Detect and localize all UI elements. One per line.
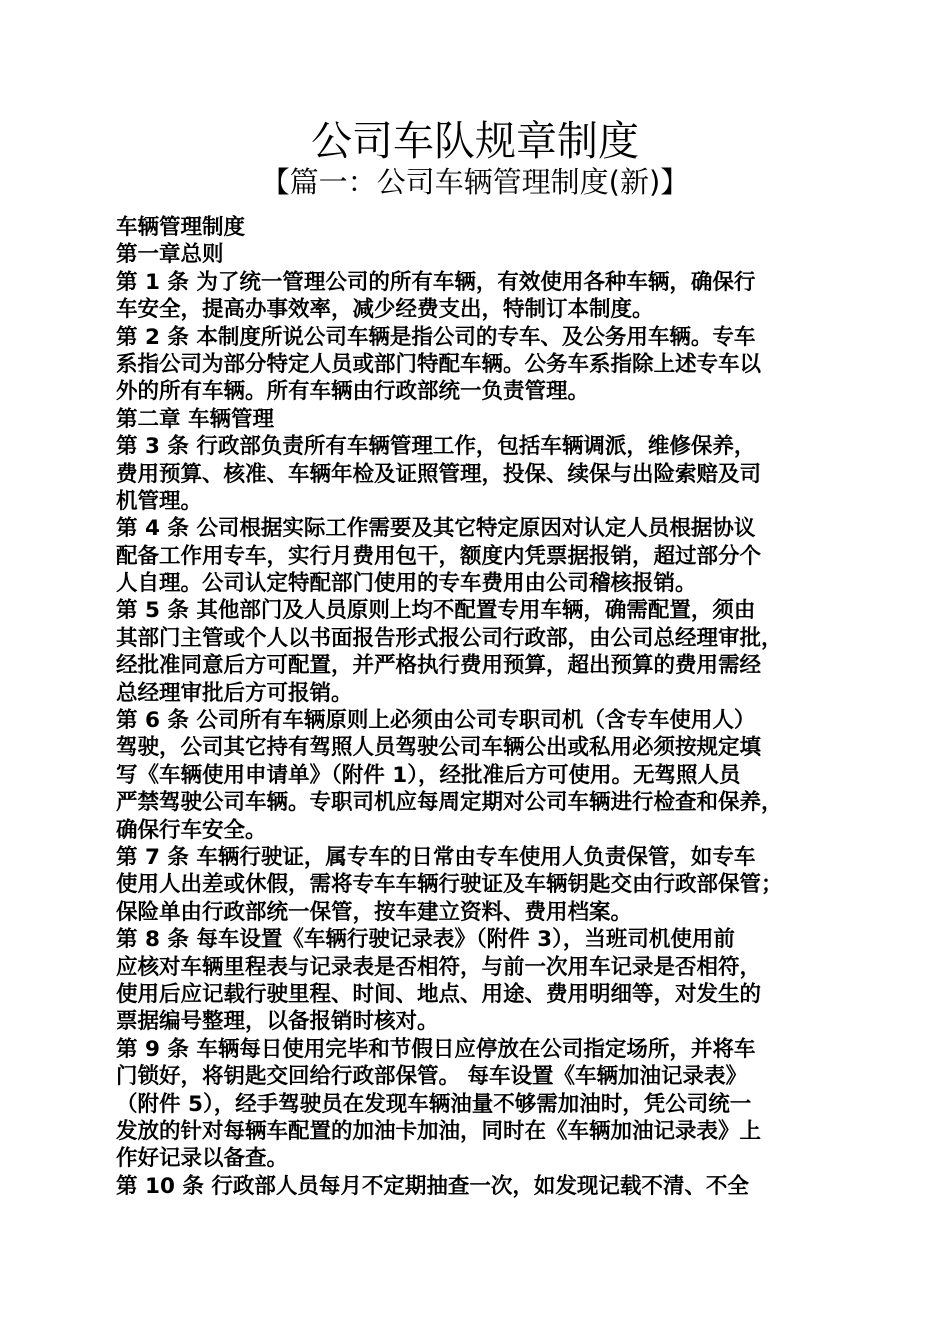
body-line: 机管理。	[116, 488, 203, 514]
body-line: 车安全，提高办事效率，减少经费支出，特制订本制度。	[116, 297, 654, 323]
document-subtitle: 【篇一：公司车辆管理制度(新)】	[260, 165, 690, 199]
body-line: 第 8 条 每车设置《车辆行驶记录表》（附件 3），当班司机使用前	[116, 927, 735, 953]
body-line: 第 6 条 公司所有车辆原则上必须由公司专职司机（含专车使用人）	[116, 708, 756, 734]
body-line: 驾驶，公司其它持有驾照人员驾驶公司车辆公出或私用必须按规定填	[116, 735, 762, 761]
body-line: 使用后应记载行驶里程、时间、地点、用途、费用明细等，对发生的	[116, 981, 762, 1007]
body-line: 第一章总则	[116, 242, 224, 268]
body-line: 其部门主管或个人以书面报告形式报公司行政部，由公司总经理审批，	[116, 625, 783, 651]
body-line: 发放的针对每辆车配置的加油卡加油，同时在《车辆加油记录表》上	[116, 1118, 762, 1144]
body-line: 确保行车安全。	[116, 817, 267, 843]
body-line: 系指公司为部分特定人员或部门特配车辆。公务车系指除上述专车以	[116, 351, 762, 377]
body-line: 第 2 条 本制度所说公司车辆是指公司的专车、及公务用车辆。专车	[116, 324, 756, 350]
body-line: 人自理。公司认定特配部门使用的专车费用由公司稽核报销。	[116, 571, 697, 597]
body-line: 经批准同意后方可配置，并严格执行费用预算，超出预算的费用需经	[116, 653, 762, 679]
document-body	[116, 214, 851, 1200]
body-line: 作好记录以备查。	[116, 1146, 289, 1172]
document-title: 公司车队规章制度	[311, 117, 639, 165]
body-line: 费用预算、核准、车辆年检及证照管理，投保、续保与出险索赔及司	[116, 461, 762, 487]
body-line: 应核对车辆里程表与记录表是否相符，与前一次用车记录是否相符，	[116, 954, 762, 980]
body-line: 第 7 条 车辆行驶证，属专车的日常由专车使用人负责保管，如专车	[116, 844, 756, 870]
body-line: 写《车辆使用申请单》（附件 1），经批准后方可使用。无驾照人员	[116, 762, 741, 788]
body-line: 使用人出差或休假，需将专车车辆行驶证及车辆钥匙交由行政部保管；	[116, 872, 783, 898]
body-line: 保险单由行政部统一保管，按车建立资料、费用档案。	[116, 899, 633, 925]
body-line: 票据编号整理，以备报销时核对。	[116, 1009, 439, 1035]
body-line: 车辆管理制度	[116, 215, 246, 240]
body-line: 外的所有车辆。所有车辆由行政部统一负责管理。	[116, 379, 590, 405]
body-line: 第 5 条 其他部门及人员原则上均不配置专用车辆，确需配置，须由	[116, 598, 756, 624]
body-line: 第 10 条 行政部人员每月不定期抽查一次，如发现记载不清、不全	[116, 1173, 749, 1199]
body-line: 第 3 条 行政部负责所有车辆管理工作，包括车辆调派，维修保养，	[116, 434, 756, 460]
body-line: 总经理审批后方可报销。	[116, 680, 353, 706]
body-line: 第 4 条 公司根据实际工作需要及其它特定原因对认定人员根据协议	[116, 516, 756, 542]
body-line: 第 9 条 车辆每日使用完毕和节假日应停放在公司指定场所，并将车	[116, 1036, 756, 1062]
body-line: （附件 5），经手驾驶员在发现车辆油量不够需加油时，凭公司统一	[116, 1091, 752, 1117]
body-line: 配备工作用专车，实行月费用包干，额度内凭票据报销，超过部分个	[116, 543, 762, 569]
body-line: 第二章 车辆管理	[116, 406, 274, 432]
body-line: 门锁好，将钥匙交回给行政部保管。 每车设置《车辆加油记录表》	[116, 1064, 747, 1090]
body-line: 第 1 条 为了统一管理公司的所有车辆，有效使用各种车辆，确保行	[116, 269, 756, 295]
body-line: 严禁驾驶公司车辆。专职司机应每周定期对公司车辆进行检查和保养，	[116, 790, 783, 816]
